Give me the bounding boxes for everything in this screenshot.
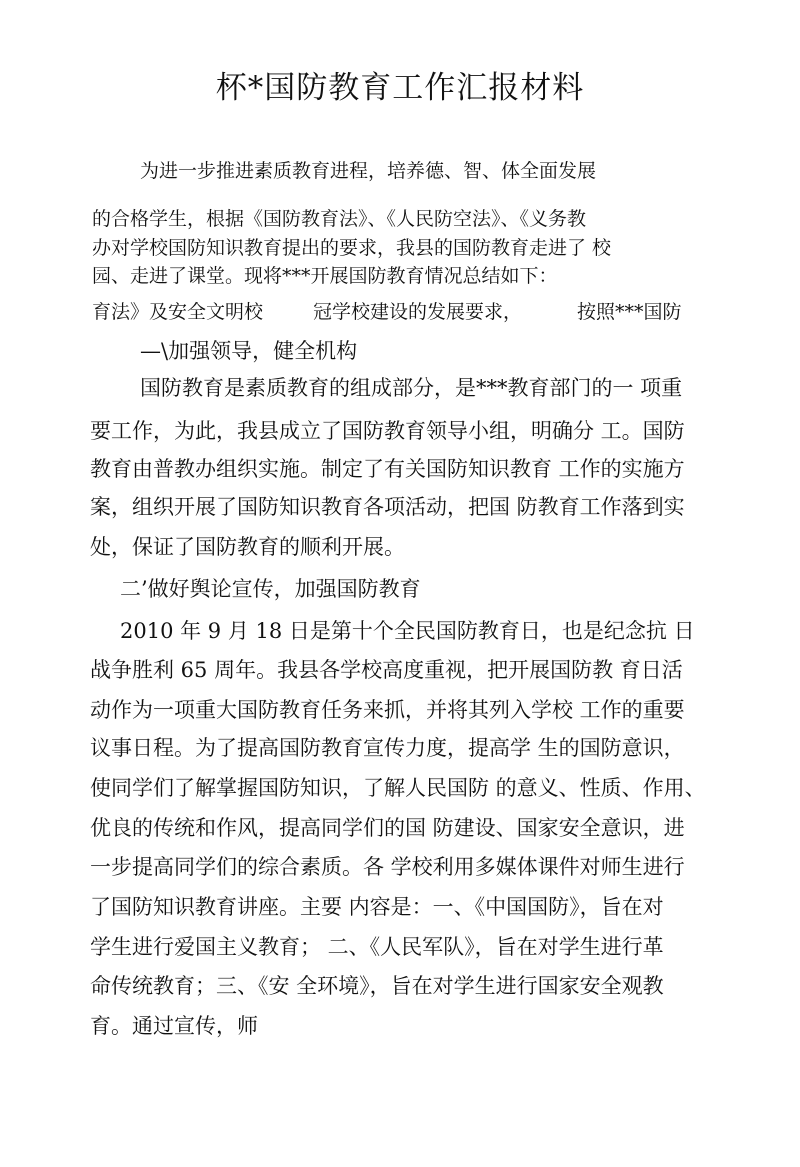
- section-2-heading: 二’做好舆论宣传，加强国防教育: [120, 577, 421, 601]
- intro-line-3: 办对学校国防知识教育提出的要求，我县的国防教育走进了 校: [92, 237, 612, 259]
- section-2-line-10: 命传统教育；三、《安 全环境》，旨在对学生进行国家安全观教: [90, 974, 664, 998]
- section-2-line-1: 2010 年 9 月 18 日是第十个全民国防教育日，也是纪念抗 日: [120, 619, 695, 643]
- section-1-line-1: 国防教育是素质教育的组成部分，是***教育部门的一 项重: [140, 376, 683, 400]
- section-1-heading: —\加强领导，健全机构: [140, 339, 358, 363]
- section-2-line-5: 使同学们了解掌握国防知识，了解人民国防 的意义、性质、作用、: [90, 776, 706, 800]
- section-2-line-2: 战争胜利 65 周年。我县各学校高度重视，把开展国防教 育日活: [90, 658, 683, 682]
- section-1-line-5: 处，保证了国防教育的顺利开展。: [90, 535, 405, 559]
- section-2-line-9: 学生进行爱国主义教育； 二、《人民军队》，旨在对学生进行革: [90, 935, 664, 959]
- section-2-line-3: 动作为一项重大国防教育任务来抓，并将其列入学校 工作的重要: [90, 698, 685, 722]
- section-1-line-3: 教育由普教办组织实施。制定了有关国防知识教育 工作的实施方: [90, 457, 685, 481]
- document-title: 杯*国防教育工作汇报材料: [215, 70, 585, 106]
- section-2-line-4: 议事日程。为了提高国防教育宣传力度，提高学 生的国防意识，: [90, 736, 685, 760]
- intro-line-5-part-3: 按照***国防: [577, 301, 682, 323]
- intro-line-5-part-1: 育法》及安全文明校: [92, 301, 264, 323]
- section-1-line-2: 要工作，为此，我县成立了国防教育领导小组，明确分 工。国防: [90, 419, 685, 443]
- section-2-line-11: 育。通过宣传，师: [90, 1014, 258, 1038]
- section-2-line-6: 优良的传统和作风，提高同学们的国 防建设、国家安全意识，进: [90, 816, 685, 840]
- intro-line-5-part-2: 冠学校建设的发展要求，: [313, 301, 523, 323]
- section-2-line-8: 了国防知识教育讲座。主要 内容是：一、《中国国防》，旨在对: [90, 895, 664, 919]
- intro-line-2: 的合格学生，根据《国防教育法》、《人民防空法》、《义务教: [92, 208, 587, 230]
- section-2-line-7: 一步提高同学们的综合素质。各 学校利用多媒体课件对师生进行: [90, 855, 685, 879]
- section-1-line-4: 案，组织开展了国防知识教育各项活动，把国 防教育工作落到实: [90, 495, 685, 519]
- intro-line-1: 为进一步推进素质教育进程，培养德、智、体全面发展: [140, 160, 597, 182]
- intro-line-4: 园、走进了课堂。现将***开展国防教育情况总结如下：: [92, 265, 558, 287]
